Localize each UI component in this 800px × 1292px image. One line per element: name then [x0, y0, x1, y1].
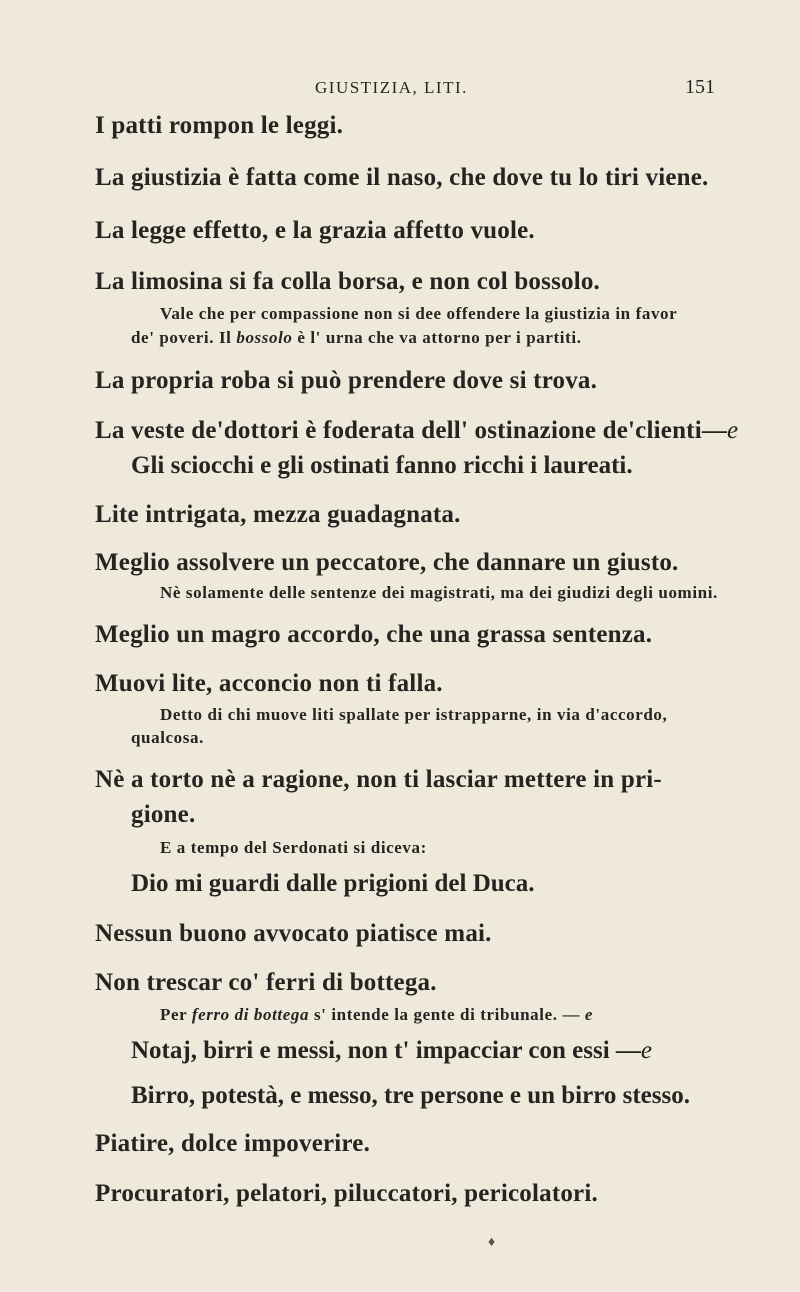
proverb-line: Meglio assolvere un peccatore, che dannare un giusto.	[95, 549, 679, 576]
note-line: qualcosa.	[131, 728, 204, 747]
proverb-line: Nè a torto nè a ragione, non ti lasciar mettere in pri-	[95, 766, 662, 793]
proverb-line: La giustizia è fatta come il naso, che dove tu lo tiri viene.	[95, 164, 709, 191]
proverb-variant: Gli sciocchi e gli ostinati fanno ricchi i laureati.	[131, 452, 633, 479]
connective-e: e	[640, 1037, 653, 1064]
proverb-line: La legge effetto, e la grazia affetto vuole.	[95, 217, 535, 244]
proverb-variant: Notaj, birri e messi, non t' impacciar con essi —e	[131, 1037, 653, 1064]
proverb-line: Piatire, dolce impoverire.	[95, 1130, 371, 1157]
note-line: de' poveri. Il bossolo è l' urna che va attorno per i partiti.	[131, 328, 582, 347]
proverb-variant: Birro, potestà, e messo, tre persone e un birro stesso.	[131, 1082, 690, 1109]
note-italic: ferro di bottega	[191, 1005, 310, 1024]
proverb-line: Nessun buono avvocato piatisce mai.	[95, 920, 492, 947]
note-line: Vale che per compassione non si dee offendere la giustizia in favor	[160, 304, 678, 323]
connective-e: e	[727, 417, 739, 444]
proverb-line: La veste de'dottori è foderata dell' ostinazione de'clienti—e	[95, 417, 739, 444]
note-line: Nè solamente delle sentenze dei magistrati, ma dei giudizi degli uomini.	[160, 583, 718, 602]
proverb-line: Lite intrigata, mezza guadagnata.	[95, 501, 461, 528]
proverb-line: La propria roba si può prendere dove si trova.	[95, 367, 598, 394]
proverb-line: Muovi lite, acconcio non ti falla.	[95, 670, 443, 697]
proverb-line: La limosina si fa colla borsa, e non col bossolo.	[95, 268, 600, 295]
proverb-line: Non trescar co' ferri di bottega.	[95, 969, 437, 996]
page-number: 151	[685, 76, 715, 98]
proverb-line: I patti rompon le leggi.	[95, 112, 344, 139]
proverb-line: Meglio un magro accordo, che una grassa sentenza.	[95, 621, 653, 648]
running-head: GIUSTIZIA, LITI.	[315, 78, 468, 97]
note-line: E a tempo del Serdonati si diceva:	[160, 838, 427, 857]
proverb-line: gione.	[131, 801, 196, 828]
note-line: Per ferro di bottega s' intende la gente di tribunale. — e	[160, 1005, 594, 1024]
connective-e: e	[584, 1005, 594, 1024]
note-line: Detto di chi muove liti spallate per istrapparne, in via d'accordo,	[160, 705, 668, 724]
page-header	[95, 74, 715, 104]
ornament-mark: ♦	[488, 1235, 496, 1250]
proverb-line: Procuratori, pelatori, piluccatori, pericolatori.	[95, 1180, 598, 1207]
note-italic: bossolo	[236, 328, 293, 347]
proverb-variant: Dio mi guardi dalle prigioni del Duca.	[131, 870, 535, 897]
